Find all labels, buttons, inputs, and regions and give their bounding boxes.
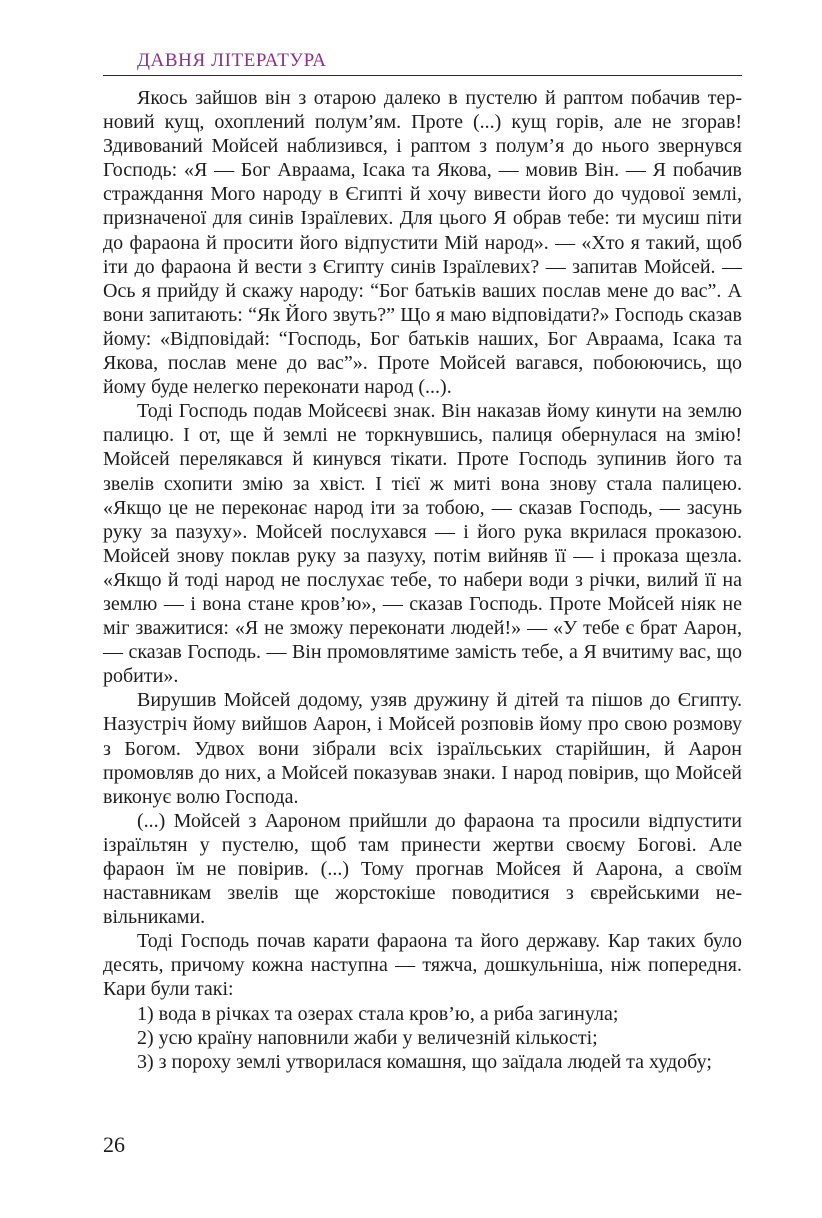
- paragraph: Якось зайшов він з отарою далеко в пустелю й раптом побачив терновий кущ, охоплений полум’ям. Проте (...) кущ горів, але не згорав! Здивований Мойсей наблизився, і раптом з полум’я до нього звернувся Господь: «Я — Бог Авраама, Ісака та Якова, — мовив Він. — Я побачив страждання Мого народу в Єгипті й хочу вивести його до чудової землі, призначеної для синів Ізраїлевих. Для цього Я обрав тебе: ти мусиш піти до фараона й просити його відпустити Мій народ». — «Хто я такий, щоб іти до фараона й вести з Єгипту синів Ізраїлевих? — запитав Мойсей. — Ось я прийду й скажу народу: “Бог батьків ваших послав мене до вас”. А вони запитають: “Як Його звуть?” Що я маю відповідати?» Господь сказав йому: «Відповідай: “Господь, Бог батьків наших, Бог Авраама, Ісака та Якова, послав мене до вас”». Проте Мойсей вагався, побоюючись, що йому буде нелегко переконати народ (...).: [103, 87, 742, 399]
- paragraph: Тоді Господь подав Мойсеєві знак. Він наказав йому кинути на землю палицю. І от, ще й землі не торкнувшись, палиця обернулася на змію! Мойсей перелякався й кинувся тікати. Проте Господь зупинив його та звелів схопити змію за хвіст. І тієї ж миті вона знову стала палицею. «Якщо це не переконає народ іти за тобою, — сказав Господь, — засунь руку за пазуху». Мойсей послухався — і його рука вкрилася проказою. Мойсей знову поклав руку за пазуху, потім вийняв її — і проказа щезла. «Якщо й тоді народ не послухає тебе, то набери води з річки, вилий її на землю — і вона стане кров’ю», — сказав Господь. Проте Мойсей ніяк не міг зважитися: «Я не зможу переконати людей!» — «У тебе є брат Аарон, — сказав Господь. — Він промовлятиме замість тебе, а Я вчитиму вас, що робити».: [103, 400, 742, 688]
- paragraph: Вирушив Мойсей додому, узяв дружину й дітей та пішов до Єгипту. Назустріч йому вийшов Аарон, і Мойсей розповів йому про свою розмову з Богом. Удвох вони зібрали всіх ізраїльських старійшин, й Аарон промовляв до них, а Мойсей показував знаки. І народ повірив, що Мойсей виконує волю Господа.: [103, 689, 742, 808]
- running-head-section-title: ДАВНЯ ЛІТЕРАТУРА: [137, 50, 327, 71]
- list-item: 2) усю країну наповнили жаби у величезній кількості;: [137, 1026, 598, 1049]
- header-rule: [103, 75, 742, 76]
- body-text: [103, 86, 742, 1074]
- paragraph: Тоді Господь почав карати фараона та його державу. Кар таких було десять, причому кожна наступна — тяжча, дошкульніша, ніж попередня. Кари були такі:: [103, 930, 742, 1001]
- list-item: 3) з пороху землі утворилася комашня, що заїдала людей та худобу;: [137, 1050, 712, 1073]
- page-number: 26: [103, 1132, 125, 1157]
- paragraph: (...) Мойсей з Аароном прийшли до фараона та просили відпустити ізраїльтян у пустелю, щоб там принести жертви своєму Богові. Але фараон їм не повірив. (...) Тому прогнав Мойсея й Аарона, а своїм наставникам звелів ще жорстокіше поводитися з єврейськими невільниками.: [103, 809, 742, 929]
- list-item: 1) вода в річках та озерах стала кров’ю, а риба загинула;: [137, 1002, 619, 1025]
